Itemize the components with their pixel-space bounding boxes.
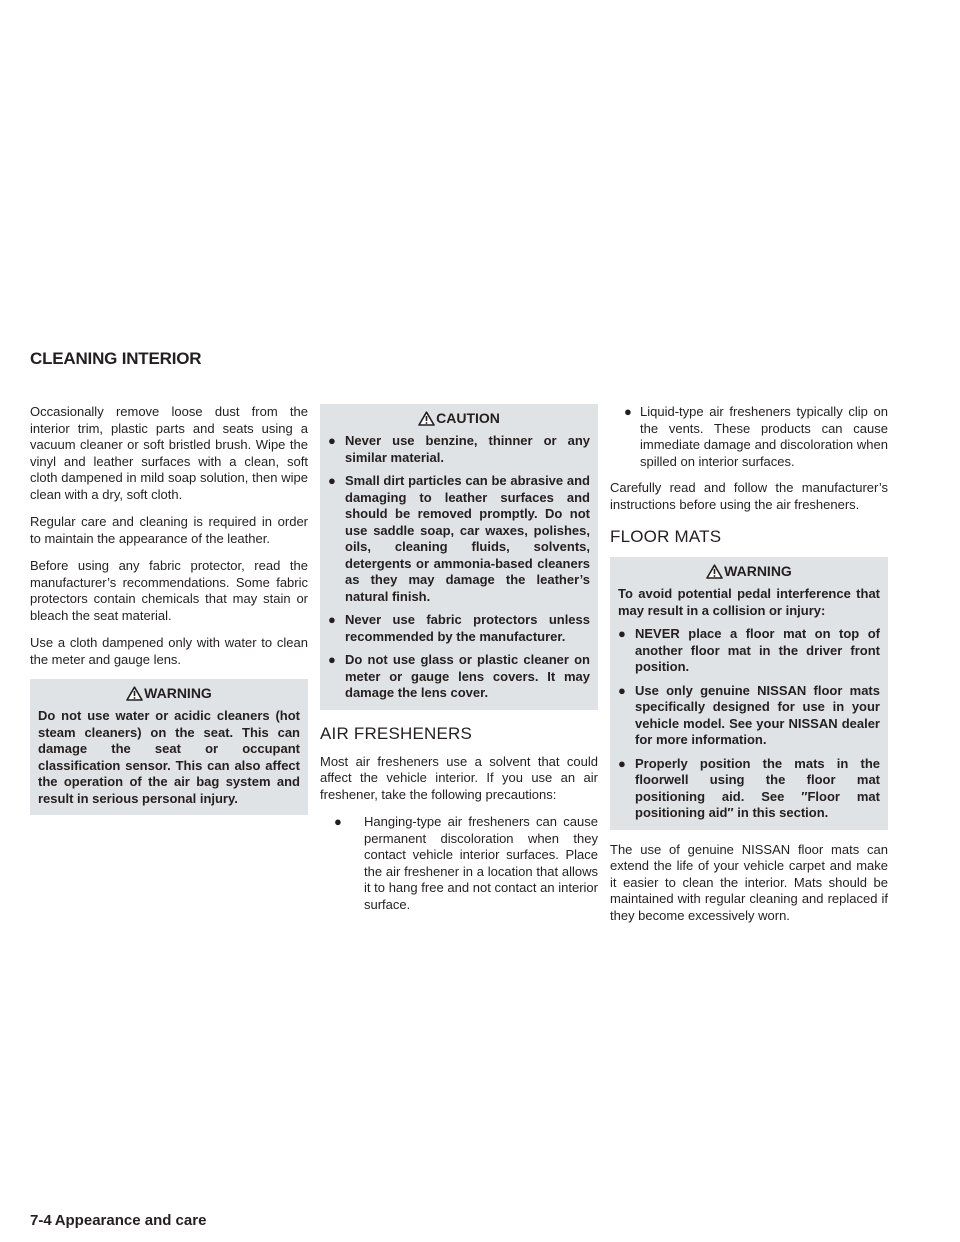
paragraph: Most air fresheners use a solvent that could affect the vehicle interior. If you use an air freshener, take the following precautions: [320, 753, 598, 802]
column-1 [30, 404, 308, 827]
paragraph: Carefully read and follow the manufacturer’s instructions before using the air fresheners. [610, 480, 888, 512]
list-item [328, 433, 590, 466]
list-item [618, 683, 880, 749]
warning-triangle-icon [418, 411, 435, 426]
bullet: ● [618, 755, 626, 771]
chapter-title: Appearance and care [54, 1212, 207, 1229]
list-item [610, 404, 888, 470]
bullet: ● [334, 814, 342, 829]
list-item-text: Never use benzine, thinner or any similar material. [345, 433, 590, 465]
caution-label: CAUTION [436, 410, 500, 426]
warning-triangle-icon [706, 564, 723, 579]
list-item [328, 612, 590, 645]
caution-box [320, 404, 598, 710]
list-item-text: Do not use glass or plastic cleaner on meter or gauge lens covers. It may damage the lens cover. [345, 652, 590, 700]
warning-header [618, 561, 880, 579]
warning-triangle-icon [126, 686, 143, 701]
caution-header [328, 408, 590, 426]
paragraph: Use a cloth dampened only with water to clean the meter and gauge lens. [30, 635, 308, 667]
floor-mats-warning-body [618, 586, 880, 822]
list-item [618, 756, 880, 822]
list-item-text: Never use fabric protectors unless recommended by the manufacturer. [345, 612, 590, 644]
floor-mats-warning-box [610, 557, 888, 830]
list-item [320, 814, 598, 913]
section-title: CLEANING INTERIOR [30, 349, 202, 368]
bullet: ● [328, 433, 336, 448]
bullet: ● [618, 682, 626, 698]
list-item [618, 626, 880, 676]
warning-header [38, 683, 300, 701]
warning-label: WARNING [144, 685, 212, 701]
list-item-text: Use only genuine NISSAN floor mats specifically designed for use in your vehicle model. See your NISSAN dealer for more information. [635, 682, 880, 747]
caution-body [328, 433, 590, 702]
air-freshener-list [320, 814, 598, 913]
warning-intro: To avoid potential pedal interference that may result in a collision or injury: [618, 586, 880, 618]
bullet: ● [328, 473, 336, 488]
list-item-text: Liquid-type air fresheners typically clip on the vents. These products can cause immediate damage and discoloration when spilled on interior surfaces. [640, 404, 888, 469]
list-item [328, 652, 590, 702]
air-fresheners-heading: AIR FRESHENERS [320, 723, 473, 743]
list-item-text: Properly position the mats in the floorwell using the floor mat positioning aid. See ″Floor mat positioning aid″ in this section. [635, 755, 880, 820]
bullet: ● [328, 612, 336, 627]
paragraph: Before using any fabric protector, read the manufacturer’s recommendations. Some fabric protectors contain chemicals that may stain or bleach the seat material. [30, 558, 308, 623]
air-freshener-list-continued [610, 404, 888, 470]
column-2 [320, 404, 598, 923]
page-footer [30, 1212, 206, 1229]
column-3 [610, 404, 888, 935]
bullet: ● [624, 404, 632, 419]
paragraph: The use of genuine NISSAN floor mats can extend the life of your vehicle carpet and make it easier to clean the interior. Mats should be maintained with regular cleaning and replaced if they become excessively worn. [610, 841, 888, 923]
paragraph: Regular care and cleaning is required in order to maintain the appearance of the leather. [30, 514, 308, 546]
page-number: 7-4 [30, 1212, 52, 1229]
paragraph: Occasionally remove loose dust from the interior trim, plastic parts and seats using a vacuum cleaner or soft bristled brush. Wipe the vinyl and leather surfaces with a clean, soft cloth dampened in mild soap solution, then wipe clean with a dry, soft cloth. [30, 404, 308, 502]
bullet: ● [618, 626, 626, 641]
floor-mats-heading: FLOOR MATS [610, 527, 722, 546]
warning-text: Do not use water or acidic cleaners (hot steam cleaners) on the seat. This can damage the seat or occupant classification sensor. This can also affect the operation of the air bag system and result in serious personal injury. [38, 708, 300, 806]
list-item-text: Hanging-type air fresheners can cause permanent discoloration when they contact vehicle interior surfaces. Place the air freshener in a location that allows it to hang free and not contact an interior surface. [364, 814, 598, 912]
warning-box [30, 679, 308, 815]
bullet: ● [328, 652, 336, 667]
list-item [328, 473, 590, 605]
warning-label: WARNING [724, 563, 792, 579]
list-item-text: NEVER place a floor mat on top of another floor mat in the driver front position. [635, 626, 880, 674]
list-item-text: Small dirt particles can be abrasive and damaging to leather surfaces and should be removed promptly. Do not use saddle soap, car waxes, polishes, oils, cleaning fluids, solvents, detergents or ammonia-based cleaners as they may damage the leather’s natural finish. [345, 473, 590, 604]
